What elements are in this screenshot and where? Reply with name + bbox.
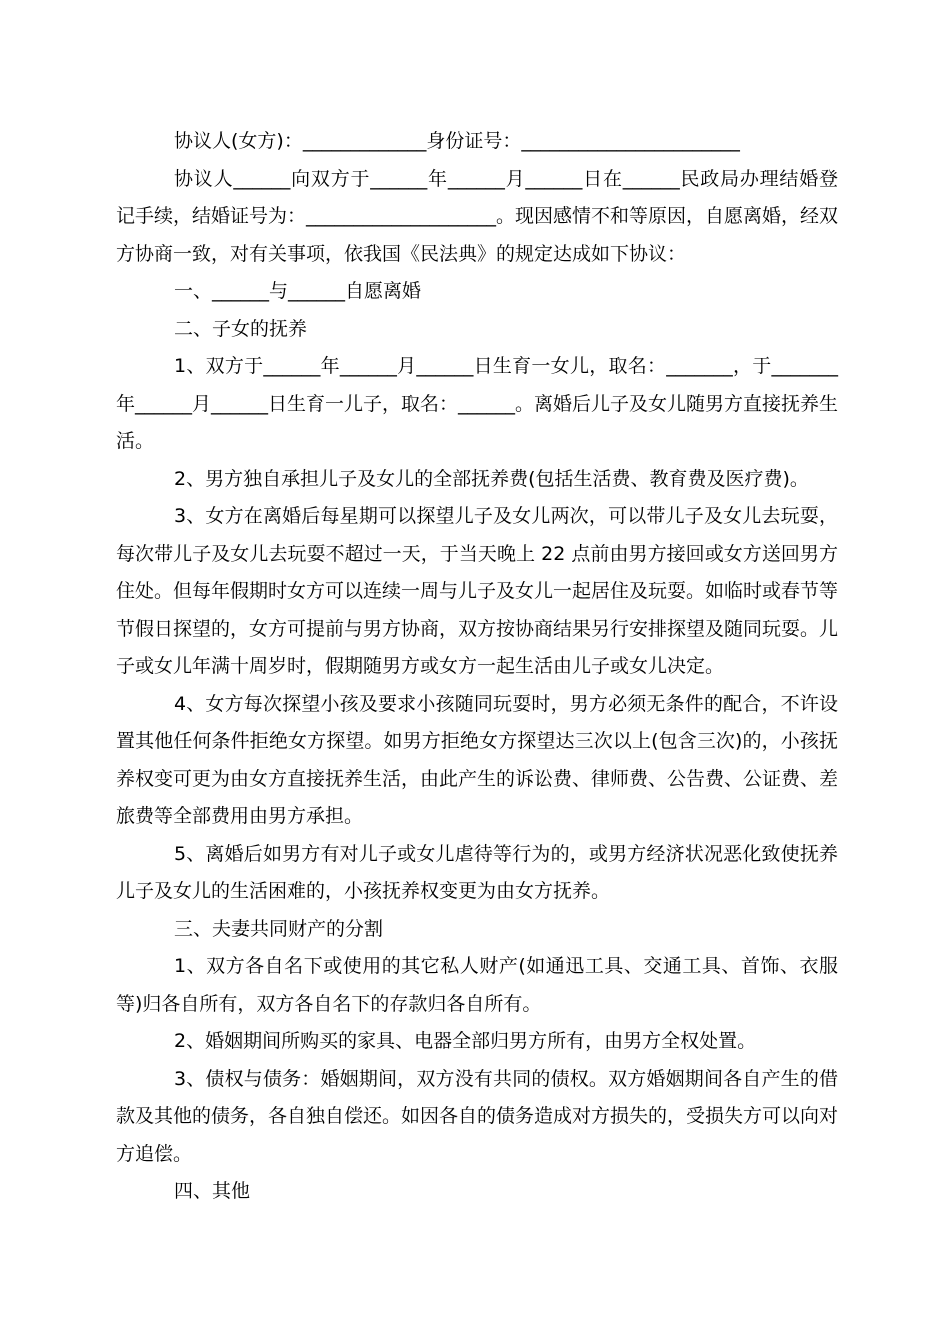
clause-2-1: 1、双方于______年______月______日生育一女儿，取名：_______，于_______年______月______日生育一儿子，取名：______。离婚后儿子及女儿随男方直接抚养生活。 [116,355,839,452]
clause-2-3: 3、女方在离婚后每星期可以探望儿子及女儿两次，可以带儿子及女儿去玩耍，每次带儿子及女儿去玩耍不超过一天，于当天晚上 22 点前由男方接回或女方送回男方住处。但每年假期时女方可以连续一周与儿子及女儿一起居住及玩耍。如临时或春节等节假日探望的，女方可提前与男方协商，双方按协商结果另行安排探望及随同玩耍。儿子或女儿年满十周岁时，假期随男方或女方一起生活由儿子或女儿决定。 [116,505,839,677]
clause-3-2: 2、婚姻期间所购买的家具、电器全部归男方所有，由男方全权处置。 [174,1030,757,1052]
clause-2-4: 4、女方每次探望小孩及要求小孩随同玩耍时，男方必须无条件的配合，不许设置其他任何条件拒绝女方探望。如男方拒绝女方探望达三次以上(包含三次)的，小孩抚养权变可更为由女方直接抚养生活，由此产生的诉讼费、律师费、公告费、公证费、差旅费等全部费用由男方承担。 [116,692,839,827]
section-3-heading: 三、夫妻共同财产的分割 [174,917,384,940]
section-1-heading: 一、______与______自愿离婚 [174,280,422,302]
section-2-heading: 二、子女的抚养 [174,317,308,340]
agreement-body [116,123,838,1211]
clause-2-2: 2、男方独自承担儿子及女儿的全部抚养费(包括生活费、教育费及医疗费)。 [174,467,809,490]
party-female-line: 协议人(女方)：_____________身份证号：_______________________ [174,130,740,152]
section-4-heading: 四、其他 [174,1180,251,1202]
clause-3-3: 3、债权与债务：婚姻期间，双方没有共同的债权。双方婚姻期间各自产生的借款及其他的债务，各自独自偿还。如因各自的债务造成对方损失的，受损失方可以向对方追偿。 [116,1067,839,1165]
clause-3-1: 1、双方各自名下或使用的其它私人财产(如通迅工具、交通工具、首饰、衣服等)归各自所有，双方各自名下的存款归各自所有。 [116,955,838,1015]
clause-2-5: 5、离婚后如男方有对儿子或女儿虐待等行为的，或男方经济状况恶化致使抚养儿子及女儿的生活困难的，小孩抚养权变更为由女方抚养。 [116,842,838,902]
intro-paragraph: 协议人______向双方于______年______月______日在______民政局办理结婚登记手续，结婚证号为：____________________。现因感情不和等原因，自愿离婚，经双方协商一致，对有关事项，依我国《民法典》的规定达成如下协议： [116,167,839,265]
